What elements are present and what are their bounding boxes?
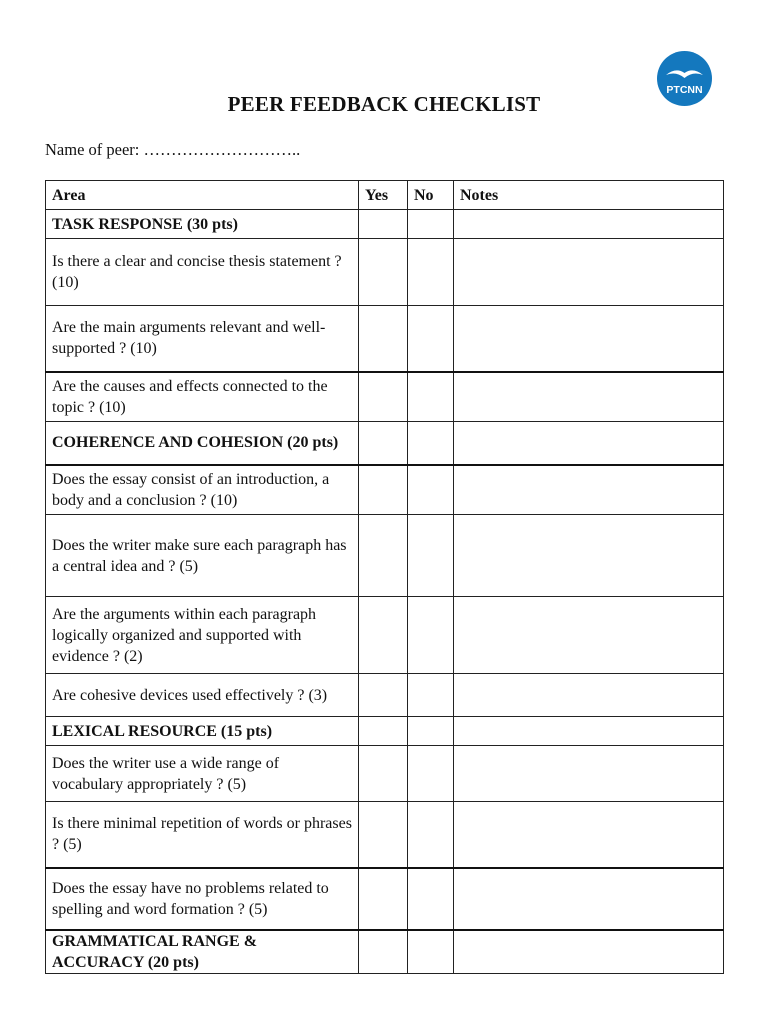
header-notes: Notes [454,181,724,210]
checklist-row [46,802,724,868]
notes-cell[interactable] [454,802,724,868]
checklist-row [46,746,724,802]
no-cell[interactable] [408,422,454,465]
section-title: COHERENCE AND COHESION (20 pts) [46,422,359,465]
section-row [46,717,724,746]
header-area: Area [46,181,359,210]
notes-cell[interactable] [454,515,724,597]
yes-cell[interactable] [359,717,408,746]
no-cell[interactable] [408,515,454,597]
criterion-text: Are cohesive devices used effectively ? (3) [46,674,359,717]
no-cell[interactable] [408,717,454,746]
checklist-row [46,306,724,372]
yes-cell[interactable] [359,372,408,422]
yes-cell[interactable] [359,210,408,239]
no-cell[interactable] [408,746,454,802]
checklist-table [45,180,724,974]
notes-cell[interactable] [454,210,724,239]
notes-cell[interactable] [454,465,724,515]
notes-cell[interactable] [454,372,724,422]
criterion-text: Is there minimal repetition of words or phrases ? (5) [46,802,359,868]
header-yes: Yes [359,181,408,210]
notes-cell[interactable] [454,930,724,974]
section-row [46,930,724,974]
criterion-text: Does the essay consist of an introduction, a body and a conclusion ? (10) [46,465,359,515]
checklist-row [46,868,724,930]
header-no: No [408,181,454,210]
notes-cell[interactable] [454,674,724,717]
criterion-text: Are the main arguments relevant and well-supported ? (10) [46,306,359,372]
yes-cell[interactable] [359,802,408,868]
yes-cell[interactable] [359,306,408,372]
checklist-row [46,674,724,717]
notes-cell[interactable] [454,868,724,930]
section-title: GRAMMATICAL RANGE & ACCURACY (20 pts) [46,930,359,974]
yes-cell[interactable] [359,930,408,974]
yes-cell[interactable] [359,868,408,930]
yes-cell[interactable] [359,597,408,674]
logo-text: PTCNN [666,84,703,96]
notes-cell[interactable] [454,597,724,674]
checklist-row [46,465,724,515]
no-cell[interactable] [408,868,454,930]
yes-cell[interactable] [359,465,408,515]
no-cell[interactable] [408,306,454,372]
page-title: PEER FEEDBACK CHECKLIST [227,92,541,116]
notes-cell[interactable] [454,717,724,746]
criterion-text: Does the writer make sure each paragraph has a central idea and ? (5) [46,515,359,597]
notes-cell[interactable] [454,239,724,306]
section-title: TASK RESPONSE (30 pts) [46,210,359,239]
no-cell[interactable] [408,239,454,306]
criterion-text: Is there a clear and concise thesis statement ? (10) [46,239,359,306]
no-cell[interactable] [408,465,454,515]
table-header-row [46,181,724,210]
checklist-row [46,239,724,306]
criterion-text: Are the arguments within each paragraph logically organized and supported with evidence ? (2) [46,597,359,674]
notes-cell[interactable] [454,306,724,372]
yes-cell[interactable] [359,239,408,306]
checklist-row [46,372,724,422]
yes-cell[interactable] [359,422,408,465]
notes-cell[interactable] [454,746,724,802]
section-title: LEXICAL RESOURCE (15 pts) [46,717,359,746]
name-of-peer-line: Name of peer: ……………………….. [45,140,301,159]
section-row [46,422,724,465]
no-cell[interactable] [408,930,454,974]
no-cell[interactable] [408,802,454,868]
criterion-text: Does the writer use a wide range of vocabulary appropriately ? (5) [46,746,359,802]
yes-cell[interactable] [359,674,408,717]
checklist-row [46,597,724,674]
yes-cell[interactable] [359,515,408,597]
checklist-row [46,515,724,597]
notes-cell[interactable] [454,422,724,465]
yes-cell[interactable] [359,746,408,802]
criterion-text: Does the essay have no problems related to spelling and word formation ? (5) [46,868,359,930]
criterion-text: Are the causes and effects connected to the topic ? (10) [46,372,359,422]
no-cell[interactable] [408,210,454,239]
no-cell[interactable] [408,674,454,717]
section-row [46,210,724,239]
no-cell[interactable] [408,372,454,422]
no-cell[interactable] [408,597,454,674]
